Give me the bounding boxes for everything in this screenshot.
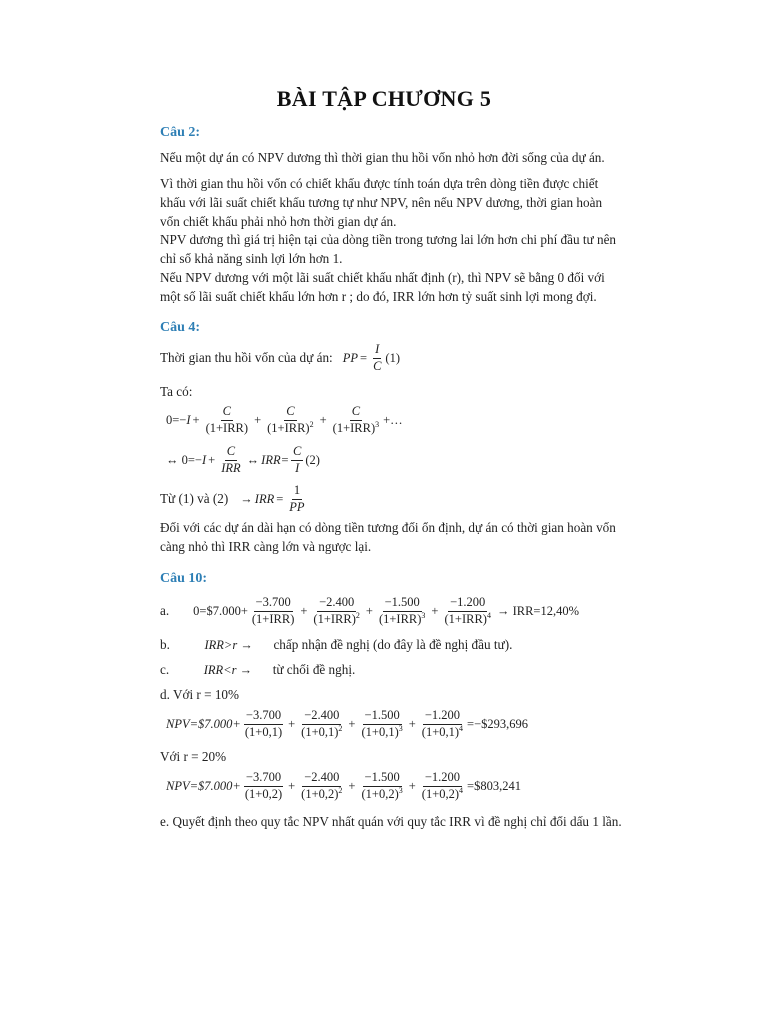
- irr-simplified-equation: ↔ 0=− I + $\frac{C}{\text{IRR}}$ ↔ IRR= $\frac{C}{I}$ (2): [166, 444, 320, 475]
- npv20-term-1: $\frac{-3.700}{(1+0,2)}$: [244, 770, 283, 801]
- cau2-paragraph-3: NPV dương thì giá trị hiện tại của dòng tiền trong tương lai lớn hơn chi phí đầu tư nên chỉ số khả năng sinh lợi lớn hơn 1.: [160, 232, 617, 266]
- ta-co-label: Ta có:: [160, 384, 193, 399]
- payback-label: Thời gian thu hồi vốn của dự án:: [160, 350, 333, 366]
- cf-term-2: $\frac{-2.400}{(1+IRR)^2}$: [313, 595, 360, 626]
- irr-series-equation: 0=− I + $\frac{C}{\text{(1+IRR)}}$ + $\frac{C}{(1+IRR)^2}$ + $\frac{C}{(1+IRR)^3}$ +…: [166, 404, 403, 435]
- cau2-paragraph-4: Nếu NPV dương với một lãi suất chiết khấu nhất định (r), thì NPV sẽ bằng 0 đối với một số lãi suất chiết khấu lớn hơn r ; do đó, IRR lớn hơn tỷ suất sinh lợi mong đợi.: [160, 270, 605, 304]
- part-b: b. IRR>r → chấp nhận đề nghị (do đây là đề nghị đầu tư).: [160, 637, 513, 652]
- npv10-term-4: $\frac{-1.200}{(1+0,1)^4}$: [421, 708, 464, 739]
- one-over-pp: $\frac{1}{PP}$: [289, 483, 305, 514]
- part-c: c. IRR<r → từ chối đề nghị.: [160, 662, 356, 677]
- pp-tag: (1): [385, 350, 400, 365]
- npv10-term-1: $\frac{-3.700}{(1+0,1)}$: [244, 708, 283, 739]
- series-term-2: $\frac{C}{(1+IRR)^2}$: [267, 404, 314, 435]
- npv10-term-2: $\frac{-2.400}{(1+0,1)^2}$: [301, 708, 343, 739]
- c-over-i: $\frac{C}{I}$: [293, 444, 302, 475]
- c-over-irr: $\frac{C}{\text{IRR}}$: [221, 444, 241, 475]
- cf-term-3: $\frac{-1.500}{(1+IRR)^3}$: [378, 595, 426, 626]
- cau2-paragraph-2: Vì thời gian thu hồi vốn có chiết khấu được tính toán dựa trên dòng tiền được chiết khấu với lãi suất chiết khấu tương tự như NPV, nên nếu NPV dương, thời gian hoàn vốn chiết khấu phải nhỏ hơn thời gian dự án.: [160, 176, 603, 229]
- part-e: e. Quyết định theo quy tắc NPV nhất quán với quy tắc IRR vì đề nghị chỉ đổi dấu 1 lần.: [160, 814, 622, 829]
- npv20-term-3: $\frac{-1.500}{(1+0,2)^3}$: [361, 770, 403, 801]
- part-d-label: d. Với r = 10%: [160, 687, 240, 702]
- r20-label: Với r = 20%: [160, 749, 227, 764]
- heading-cau-2: Câu 2:: [160, 125, 201, 140]
- irr-pp-relation: Từ (1) và (2) → IRR = $\frac{1}{PP}$: [160, 483, 305, 514]
- heading-cau-4: Câu 4:: [160, 320, 201, 335]
- npv-10-equation: NPV=$7.000+ $\frac{-3.700}{(1+0,1)}$ + $\frac{-2.400}{(1+0,1)^2}$ + $\frac{-1.500}{(1+0,1)^3}$ + $\frac{-1.200}{(1+0,1)^4}$ =−$293,696: [166, 708, 529, 739]
- heading-cau-10: Câu 10:: [160, 571, 208, 586]
- npv10-term-3: $\frac{-1.500}{(1+0,1)^3}$: [361, 708, 403, 739]
- payback-formula: Thời gian thu hồi vốn của dự án: PP = $\frac{I}{C}$ (1): [160, 342, 400, 373]
- pp-symbol: PP: [342, 350, 358, 365]
- page-title: BÀI TẬP CHƯƠNG 5: [276, 86, 492, 111]
- cf-term-4: $\frac{-1.200}{(1+IRR)^4}$: [444, 595, 491, 626]
- part-a-equation: a. 0=$7.000+ $\frac{-3.700}{\text{(1+IRR)}}$ + $\frac{-2.400}{(1+IRR)^2}$ + $\frac{-1.500}{(1+IRR)^3}$ + $\frac{-1.200}{(1+IRR)^4}$ → IRR=12,40%: [160, 595, 580, 626]
- pp-fraction: $\frac{I}{C}$: [373, 342, 382, 373]
- cf-term-1: $\frac{-3.700}{\text{(1+IRR)}}$: [251, 595, 295, 626]
- series-term-3: $\frac{C}{(1+IRR)^3}$: [332, 404, 380, 435]
- cau2-paragraph-1: Nếu một dự án có NPV dương thì thời gian thu hồi vốn nhỏ hơn đời sống của dự án.: [160, 150, 605, 165]
- cau4-conclusion: Đối với các dự án dài hạn có dòng tiền tương đối ổn định, dự án có thời gian hoàn vốn càng nhỏ thì IRR càng lớn và ngược lại.: [160, 520, 616, 554]
- npv20-term-2: $\frac{-2.400}{(1+0,2)^2}$: [301, 770, 343, 801]
- npv20-term-4: $\frac{-1.200}{(1+0,2)^4}$: [421, 770, 464, 801]
- series-term-1: $\frac{C}{\text{(1+IRR)}}$: [205, 404, 249, 435]
- npv-20-equation: NPV=$7.000+ $\frac{-3.700}{(1+0,2)}$ + $\frac{-2.400}{(1+0,2)^2}$ + $\frac{-1.500}{(1+0,2)^3}$ + $\frac{-1.200}{(1+0,2)^4}$ =$803,241: [166, 770, 521, 801]
